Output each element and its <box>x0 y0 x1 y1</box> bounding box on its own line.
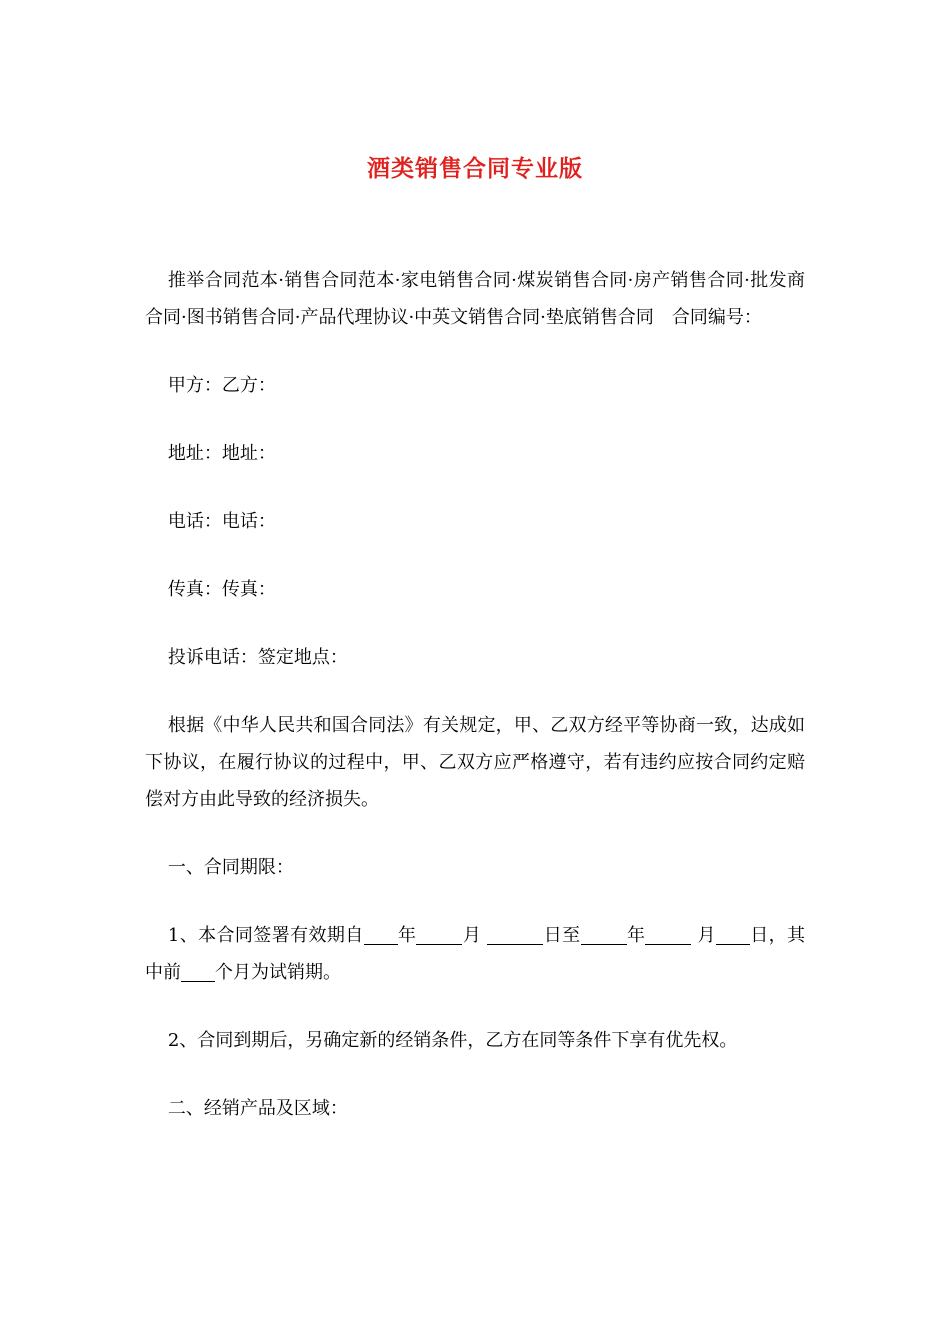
clause-1-day2: 日，其中前 <box>145 925 806 983</box>
blank-field <box>581 926 627 945</box>
clause-2: 2、合同到期后，另确定新的经销条件，乙方在同等条件下享有优先权。 <box>167 1030 738 1051</box>
clause-1-year2: 年 <box>626 925 646 946</box>
clause-1 <box>145 917 805 991</box>
blank-field <box>416 926 462 945</box>
fax-line: 传真：传真： <box>167 579 276 600</box>
blank-field <box>645 926 691 945</box>
clause-1-month2: 月 <box>697 925 716 946</box>
clause-1-year1: 年 <box>397 925 417 946</box>
clause-1-month1: 月 <box>462 925 482 946</box>
blank-field <box>364 926 398 945</box>
blank-field <box>716 926 750 945</box>
clause-1-prefix: 1、本合同签署有效期自 <box>167 925 364 946</box>
phone-line: 电话：电话： <box>167 511 276 532</box>
document-title: 酒类销售合同专业版 <box>367 155 583 182</box>
clause-1-day1: 日至 <box>543 925 581 946</box>
preamble-paragraph: 根据《中华人民共和国合同法》有关规定，甲、乙双方经平等协商一致，达成如下协议，在履行协议的过程中，甲、乙双方应严格遵守，若有违约应按合同约定赔偿对方由此导致的经济损失。 <box>145 715 805 810</box>
section1-heading: 一、合同期限： <box>167 857 294 878</box>
blank-field <box>181 963 215 982</box>
complaint-line: 投诉电话：签定地点： <box>167 647 348 668</box>
parties-line: 甲方：乙方： <box>167 375 276 396</box>
clause-1-suffix: 个月为试销期。 <box>215 962 341 983</box>
section2-heading: 二、经销产品及区域： <box>167 1098 348 1119</box>
address-line: 地址：地址： <box>167 443 276 464</box>
intro-paragraph: 推举合同范本·销售合同范本·家电销售合同·煤炭销售合同·房产销售合同·批发商合同·图书销售合同·产品代理协议·中英文销售合同·垫底销售合同 合同编号： <box>145 270 805 328</box>
blank-field <box>487 926 543 945</box>
document-body <box>145 262 805 1158</box>
